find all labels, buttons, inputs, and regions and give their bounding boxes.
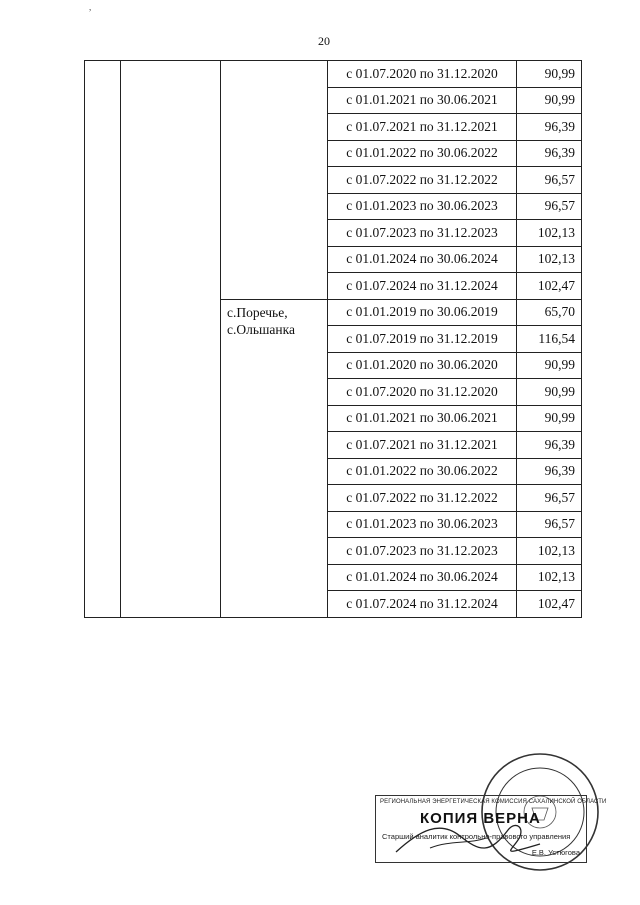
period-cell: с 01.07.2022 по 31.12.2022 bbox=[328, 167, 517, 194]
period-cell: с 01.07.2020 по 31.12.2020 bbox=[328, 379, 517, 406]
tariff-table bbox=[84, 60, 582, 618]
stamp-title: КОПИЯ ВЕРНА bbox=[420, 810, 541, 827]
tariff-value-cell: 90,99 bbox=[517, 379, 582, 406]
period-cell: с 01.01.2020 по 30.06.2020 bbox=[328, 352, 517, 379]
tariff-value-cell: 96,39 bbox=[517, 114, 582, 141]
period-cell: с 01.07.2021 по 31.12.2021 bbox=[328, 432, 517, 459]
period-cell: с 01.01.2019 по 30.06.2019 bbox=[328, 299, 517, 326]
tariff-value-cell: 90,99 bbox=[517, 87, 582, 114]
locality-cell bbox=[221, 299, 328, 617]
tariff-value-cell: 102,47 bbox=[517, 273, 582, 300]
period-cell: с 01.01.2022 по 30.06.2022 bbox=[328, 140, 517, 167]
stamp-organization: РЕГИОНАЛЬНАЯ ЭНЕРГЕТИЧЕСКАЯ КОМИССИЯ САХАЛИНСКОЙ ОБЛАСТИ bbox=[380, 799, 607, 805]
period-cell: с 01.01.2024 по 30.06.2024 bbox=[328, 564, 517, 591]
period-cell: с 01.07.2021 по 31.12.2021 bbox=[328, 114, 517, 141]
period-cell: с 01.01.2021 по 30.06.2021 bbox=[328, 87, 517, 114]
tariff-value-cell: 96,57 bbox=[517, 485, 582, 512]
stamp-signer-name: Е.В. Устюгова bbox=[531, 848, 580, 857]
tariff-value-cell: 96,57 bbox=[517, 193, 582, 220]
table-row bbox=[85, 61, 582, 88]
tariff-value-cell: 96,57 bbox=[517, 511, 582, 538]
tariff-value-cell: 116,54 bbox=[517, 326, 582, 353]
stamp-position: Старший аналитик контрольно-правового управления bbox=[382, 832, 571, 841]
period-cell: с 01.07.2024 по 31.12.2024 bbox=[328, 273, 517, 300]
period-cell: с 01.01.2023 по 30.06.2023 bbox=[328, 511, 517, 538]
period-cell: с 01.07.2022 по 31.12.2022 bbox=[328, 485, 517, 512]
tariff-value-cell: 90,99 bbox=[517, 405, 582, 432]
period-cell: с 01.01.2023 по 30.06.2023 bbox=[328, 193, 517, 220]
tariff-value-cell: 96,39 bbox=[517, 432, 582, 459]
locality-name-line-1: с.Поречье, bbox=[227, 304, 288, 320]
period-cell: с 01.07.2023 по 31.12.2023 bbox=[328, 220, 517, 247]
page-number: 20 bbox=[318, 34, 330, 48]
page-mark: , bbox=[89, 2, 92, 12]
period-cell: с 01.01.2022 по 30.06.2022 bbox=[328, 458, 517, 485]
tariff-value-cell: 102,13 bbox=[517, 220, 582, 247]
organization-column-cell bbox=[121, 61, 221, 618]
period-cell: с 01.01.2024 по 30.06.2024 bbox=[328, 246, 517, 273]
tariff-value-cell: 102,13 bbox=[517, 538, 582, 565]
tariff-value-cell: 96,39 bbox=[517, 140, 582, 167]
number-column-cell bbox=[85, 61, 121, 618]
tariff-value-cell: 96,39 bbox=[517, 458, 582, 485]
tariff-value-cell: 102,47 bbox=[517, 591, 582, 618]
period-cell: с 01.01.2021 по 30.06.2021 bbox=[328, 405, 517, 432]
certification-stamp bbox=[370, 750, 610, 875]
signature-icon bbox=[390, 810, 550, 860]
period-cell: с 01.07.2019 по 31.12.2019 bbox=[328, 326, 517, 353]
period-cell: с 01.07.2023 по 31.12.2023 bbox=[328, 538, 517, 565]
tariff-value-cell: 65,70 bbox=[517, 299, 582, 326]
tariff-value-cell: 102,13 bbox=[517, 564, 582, 591]
tariff-value-cell: 90,99 bbox=[517, 61, 582, 88]
locality-cell-continued bbox=[221, 61, 328, 300]
tariff-value-cell: 96,57 bbox=[517, 167, 582, 194]
tariff-table-body bbox=[85, 61, 582, 618]
period-cell: с 01.07.2024 по 31.12.2024 bbox=[328, 591, 517, 618]
period-cell: с 01.07.2020 по 31.12.2020 bbox=[328, 61, 517, 88]
tariff-value-cell: 102,13 bbox=[517, 246, 582, 273]
locality-name-line-2: с.Ольшанка bbox=[227, 321, 295, 337]
tariff-value-cell: 90,99 bbox=[517, 352, 582, 379]
